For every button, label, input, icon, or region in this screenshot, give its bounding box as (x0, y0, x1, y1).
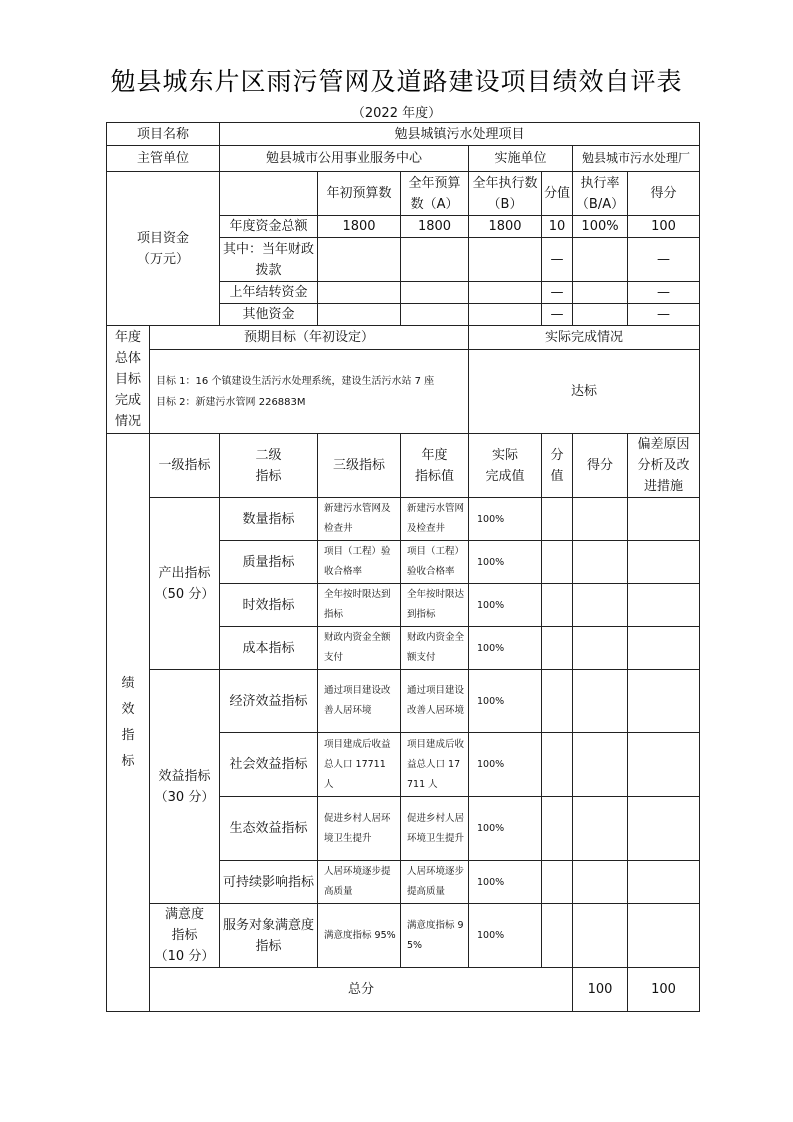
funds-header-blank (220, 172, 318, 216)
indicator-actual: 100% (469, 498, 542, 541)
indicator-target: 通过项目建设改善人居环境 (401, 670, 469, 733)
indicator-deviation (628, 627, 700, 670)
funds-header: 全年预算数（A） (401, 172, 469, 216)
funds-cell: 1800 (318, 216, 401, 238)
project-name-label: 项目名称 (107, 123, 220, 146)
expected-goals (150, 350, 469, 434)
funds-cell: 100 (628, 216, 700, 238)
funds-label: 项目资金 （万元） (107, 172, 220, 326)
output-indicator-label: 产出指标 （50 分） (150, 498, 220, 670)
indicator-target: 财政内资金全额支付 (401, 627, 469, 670)
indicator-score-value (542, 797, 573, 861)
indicator-target: 项目建成后收益总人口 17711 人 (401, 733, 469, 797)
level2-indicator: 服务对象满意度指标 (220, 904, 318, 968)
level3-indicator: 促进乡村人居环境卫生提升 (318, 797, 401, 861)
funds-cell (401, 304, 469, 326)
benefit-indicator-label: 效益指标 （30 分） (150, 670, 220, 904)
level3-indicator: 财政内资金全额支付 (318, 627, 401, 670)
indicator-actual: 100% (469, 797, 542, 861)
report-year: （2022 年度） (351, 106, 442, 121)
level2-indicator: 社会效益指标 (220, 733, 318, 797)
indicator-header: 偏差原因 分析及改 进措施 (628, 434, 700, 498)
level3-indicator: 项目（工程）验收合格率 (318, 541, 401, 584)
funds-row-name: 其中：当年财政拨款 (220, 238, 318, 282)
level2-indicator: 时效指标 (220, 584, 318, 627)
funds-header: 分值 (542, 172, 573, 216)
indicator-target: 人居环境逐步提高质量 (401, 861, 469, 904)
funds-cell: — (542, 282, 573, 304)
impl-label: 实施单位 (469, 146, 573, 172)
project-name: 勉县城镇污水处理项目 (220, 123, 700, 146)
indicator-score (573, 797, 628, 861)
indicator-actual: 100% (469, 627, 542, 670)
level2-indicator: 可持续影响指标 (220, 861, 318, 904)
level2-indicator: 质量指标 (220, 541, 318, 584)
level3-indicator: 通过项目建设改善人居环境 (318, 670, 401, 733)
page-title: 勉县城东片区雨污管网及道路建设项目绩效自评表 (110, 67, 683, 96)
funds-cell: 10 (542, 216, 573, 238)
funds-cell (573, 304, 628, 326)
indicator-score-value (542, 861, 573, 904)
indicator-actual: 100% (469, 861, 542, 904)
indicator-deviation (628, 733, 700, 797)
indicator-target: 新建污水管网及检查井 (401, 498, 469, 541)
indicator-score-value (542, 498, 573, 541)
indicator-deviation (628, 541, 700, 584)
goal-1: 目标 1：16 个镇建设生活污水处理系统，建设生活污水站 7 座 (156, 375, 435, 387)
indicator-target: 项目（工程）验收合格率 (401, 541, 469, 584)
funds-header: 得分 (628, 172, 700, 216)
funds-cell: — (628, 304, 700, 326)
indicator-score-value (542, 733, 573, 797)
indicator-score (573, 541, 628, 584)
level2-indicator: 生态效益指标 (220, 797, 318, 861)
funds-cell: — (628, 238, 700, 282)
indicator-score (573, 733, 628, 797)
funds-cell: 1800 (401, 216, 469, 238)
indicator-actual: 100% (469, 584, 542, 627)
goals-label: 年度总体目标完成情况 (107, 326, 150, 434)
indicator-deviation (628, 904, 700, 968)
indicators-label: 绩 效 指 标 (107, 434, 150, 1012)
indicator-target: 满意度指标 95% (401, 904, 469, 968)
total-score: 100 (628, 968, 700, 1012)
funds-cell (469, 238, 542, 282)
evaluation-table (106, 122, 700, 1012)
indicator-score-value (542, 541, 573, 584)
funds-cell (401, 238, 469, 282)
funds-header: 全年执行数（B） (469, 172, 542, 216)
dept-label: 主管单位 (107, 146, 220, 172)
level3-indicator: 全年按时限达到指标 (318, 584, 401, 627)
indicator-header: 二级 指标 (220, 434, 318, 498)
impl-value: 勉县城市污水处理厂 (573, 146, 700, 172)
indicator-score (573, 627, 628, 670)
funds-cell (573, 282, 628, 304)
indicator-deviation (628, 861, 700, 904)
funds-cell (318, 238, 401, 282)
actual-result: 达标 (469, 350, 700, 434)
funds-cell (469, 304, 542, 326)
funds-cell (401, 282, 469, 304)
funds-cell (318, 304, 401, 326)
funds-header: 执行率（B/A） (573, 172, 628, 216)
funds-cell (573, 238, 628, 282)
level3-indicator: 满意度指标 95% (318, 904, 401, 968)
indicator-actual: 100% (469, 670, 542, 733)
level3-indicator: 新建污水管网及检查井 (318, 498, 401, 541)
funds-row-name: 年度资金总额 (220, 216, 318, 238)
level3-indicator: 人居环境逐步提高质量 (318, 861, 401, 904)
funds-cell: — (628, 282, 700, 304)
indicator-actual: 100% (469, 733, 542, 797)
funds-row-name: 其他资金 (220, 304, 318, 326)
indicator-score (573, 584, 628, 627)
indicator-score-value (542, 627, 573, 670)
indicator-deviation (628, 670, 700, 733)
level2-indicator: 经济效益指标 (220, 670, 318, 733)
funds-cell (469, 282, 542, 304)
funds-header: 年初预算数 (318, 172, 401, 216)
indicator-target: 促进乡村人居环境卫生提升 (401, 797, 469, 861)
indicator-header: 三级指标 (318, 434, 401, 498)
indicator-actual: 100% (469, 904, 542, 968)
actual-result-header: 实际完成情况 (469, 326, 700, 350)
indicator-deviation (628, 584, 700, 627)
dept-value: 勉县城市公用事业服务中心 (220, 146, 469, 172)
level3-indicator: 项目建成后收益总人口 17711 人 (318, 733, 401, 797)
indicator-header: 年度 指标值 (401, 434, 469, 498)
level2-indicator: 成本指标 (220, 627, 318, 670)
indicator-header: 一级指标 (150, 434, 220, 498)
indicator-deviation (628, 498, 700, 541)
indicator-header: 分 值 (542, 434, 573, 498)
total-score-value: 100 (573, 968, 628, 1012)
indicator-actual: 100% (469, 541, 542, 584)
indicator-score (573, 498, 628, 541)
funds-cell: — (542, 304, 573, 326)
satisfaction-indicator-label: 满意度 指标 （10 分） (150, 904, 220, 968)
funds-cell: 100% (573, 216, 628, 238)
indicator-score (573, 861, 628, 904)
expected-goal-header: 预期目标（年初设定） (150, 326, 469, 350)
total-label: 总分 (150, 968, 573, 1012)
funds-row-name: 上年结转资金 (220, 282, 318, 304)
indicator-deviation (628, 797, 700, 861)
indicator-target: 全年按时限达到指标 (401, 584, 469, 627)
indicator-header: 实际 完成值 (469, 434, 542, 498)
funds-cell (318, 282, 401, 304)
funds-cell: — (542, 238, 573, 282)
indicator-header: 得分 (573, 434, 628, 498)
level2-indicator: 数量指标 (220, 498, 318, 541)
indicator-score-value (542, 670, 573, 733)
indicator-score (573, 904, 628, 968)
funds-cell: 1800 (469, 216, 542, 238)
indicator-score-value (542, 584, 573, 627)
goal-2: 目标 2：新建污水管网 226883M (156, 396, 306, 408)
indicator-score (573, 670, 628, 733)
indicator-score-value (542, 904, 573, 968)
